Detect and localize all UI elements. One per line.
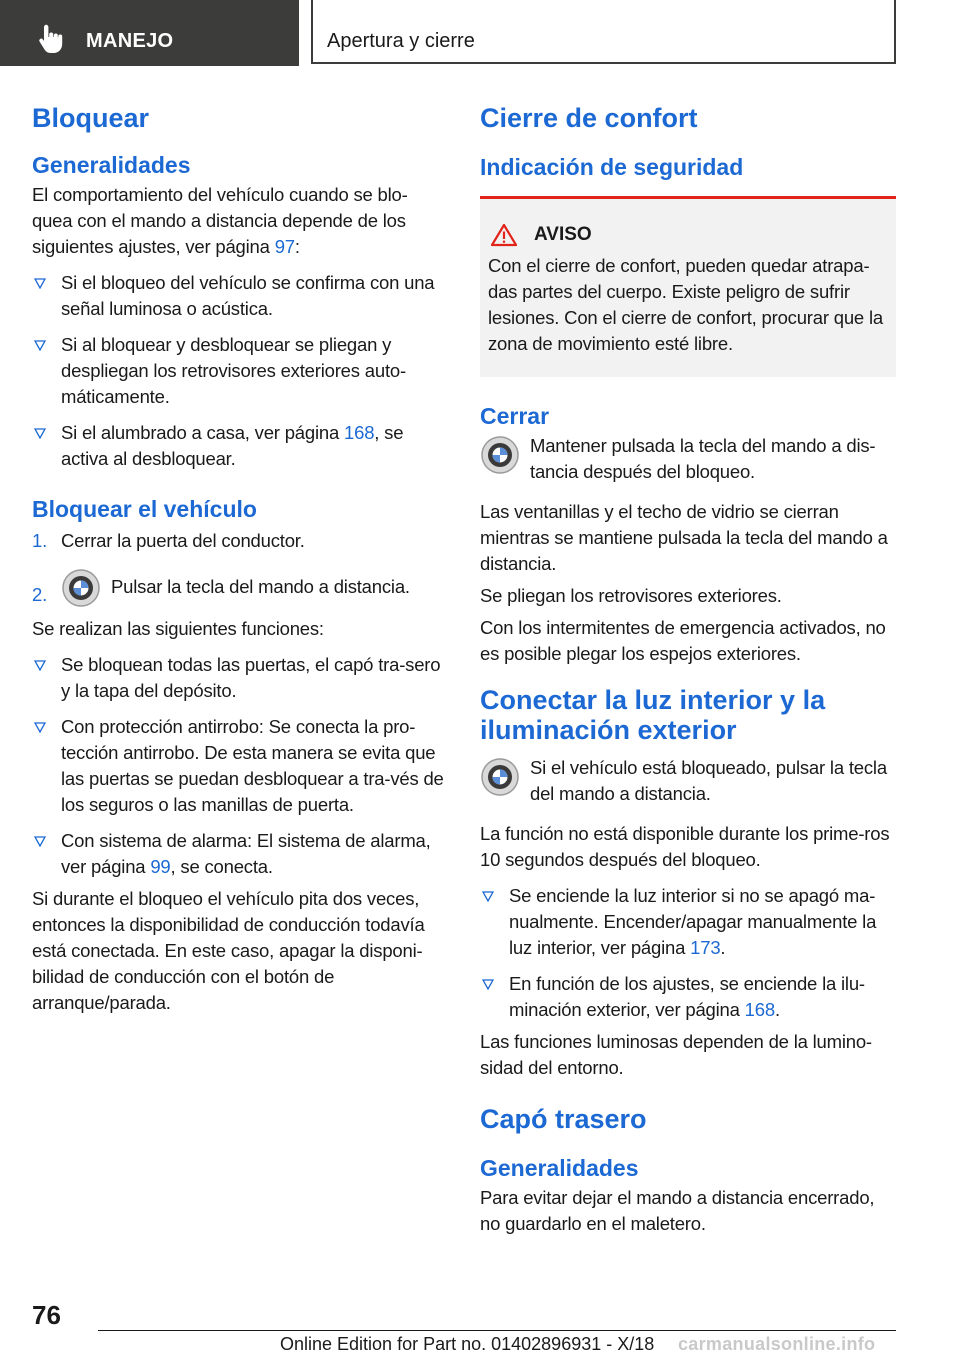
step-number: 2. (32, 584, 48, 605)
trunk-text: Para evitar dejar el mando a distancia encerrado, no guardarlo en el maletero. (480, 1187, 875, 1234)
functions-intro: Se realizan las siguientes funciones: (32, 618, 324, 639)
general-text-body: El comportamiento del vehículo cuando se blo-quea con el mando a distancia depende de los siguientes ajustes, ver página (32, 184, 408, 257)
page-header (0, 0, 960, 66)
chapter-label: MANEJO (86, 30, 174, 52)
triangle-bullet-icon (34, 278, 46, 289)
chapter-tab (0, 0, 299, 66)
page-link-168[interactable]: 168 (744, 999, 775, 1020)
general-heading: Generalidades (32, 152, 191, 178)
list-item-text: Con protección antirrobo: Se conecta la pro-tección antirrobo. De esta manera se evita que las puertas se puedan desbloquear a tra-vés de los seguros o las manillas de puerta. (61, 716, 444, 815)
lights-title: Conectar la luz interior y la iluminación exterior (480, 685, 826, 745)
bmw-key-fob-icon (61, 568, 101, 608)
triangle-bullet-icon (34, 836, 46, 847)
safety-heading: Indicación de seguridad (480, 154, 744, 180)
page-link-99[interactable]: 99 (150, 856, 171, 877)
list-item (32, 652, 447, 704)
general-text (32, 182, 447, 260)
trunk-title: Capó trasero (480, 1104, 647, 1134)
triangle-bullet-icon (34, 428, 46, 439)
list-item-text: Si al bloquear y desbloquear se pliegan y despliegan los retrovisores exteriores auto-máticamente. (61, 334, 406, 407)
list-item-text-end: . (720, 937, 726, 958)
list-item-text: Se bloquean todas las puertas, el capó tra-sero y la tapa del depósito. (61, 654, 441, 701)
warning-label: AVISO (534, 224, 592, 245)
bmw-key-fob-icon (480, 435, 520, 475)
step-text: Cerrar la puerta del conductor. (61, 530, 305, 551)
close-instruction-text: Mantener pulsada la tecla del mando a dis-tancia después del bloqueo. (530, 435, 876, 482)
triangle-bullet-icon (482, 979, 494, 990)
close-paragraph-2: Se pliegan los retrovisores exteriores. (480, 585, 782, 606)
triangle-bullet-icon (482, 891, 494, 902)
hand-pointer-icon (38, 24, 64, 54)
watermark: carmanualsonline.info (678, 1334, 876, 1354)
lights-paragraph-2: Las funciones luminosas dependen de la lumino-sidad del entorno. (480, 1031, 872, 1078)
warning-box (480, 196, 896, 377)
close-paragraph-1: Las ventanillas y el techo de vidrio se cierran mientras se mantiene pulsada la tecla del mando a distancia. (480, 501, 888, 574)
settings-list (32, 270, 447, 472)
page-link-173[interactable]: 173 (690, 937, 721, 958)
step-item (32, 568, 447, 608)
section-label: Apertura y cierre (327, 30, 475, 52)
list-item-text: Con sistema de alarma: El sistema de alarma, ver página (61, 830, 431, 877)
lock-vehicle-heading: Bloquear el vehículo (32, 496, 257, 522)
functions-list (32, 652, 447, 880)
list-item-text-end: . (774, 999, 780, 1020)
step-number: 1. (32, 530, 48, 551)
page-link-168[interactable]: 168 (344, 422, 375, 443)
page-link-97[interactable]: 97 (274, 236, 295, 257)
list-item-text-end: , se conecta. (170, 856, 273, 877)
lights-list (480, 883, 896, 1023)
edition-text: Online Edition for Part no. 01402896931 - X/18 (280, 1334, 655, 1354)
warning-text: Con el cierre de confort, pueden quedar atrapa-das partes del cuerpo. Existe peligro de sufrir lesiones. Con el cierre de confort, procurar que la zona de movimiento esté libre. (488, 255, 883, 354)
footer-divider (98, 1330, 896, 1331)
section-tab (311, 0, 896, 64)
list-item-text-end: , se activa al desbloquear. (61, 422, 404, 469)
trunk-general-heading: Generalidades (480, 1155, 639, 1181)
list-item (32, 270, 447, 322)
list-item (32, 332, 447, 410)
step-item (32, 528, 447, 554)
close-instruction (480, 433, 896, 485)
comfort-close-title: Cierre de confort (480, 103, 698, 133)
triangle-bullet-icon (34, 722, 46, 733)
general-text-end: : (294, 236, 300, 257)
list-item (32, 420, 447, 472)
left-column (32, 100, 447, 1016)
lights-paragraph-1: La función no está disponible durante los prime-ros 10 segundos después del bloqueo. (480, 823, 890, 870)
close-paragraph-3: Con los intermitentes de emergencia activados, no es posible plegar los espejos exteriores. (480, 617, 886, 664)
step-text: Pulsar la tecla del mando a distancia. (111, 575, 410, 597)
warning-triangle-icon (490, 223, 518, 247)
list-item (480, 883, 896, 961)
warning-title (490, 223, 888, 247)
list-item (32, 714, 447, 818)
page-number: 76 (32, 1300, 61, 1330)
list-item (32, 828, 447, 880)
list-item (480, 971, 896, 1023)
bmw-key-fob-icon (480, 757, 520, 797)
list-item-text: Si el alumbrado a casa, ver página (61, 422, 345, 443)
lights-instruction (480, 755, 896, 807)
steps-list (32, 528, 447, 608)
close-heading: Cerrar (480, 403, 550, 429)
list-item-text: Se enciende la luz interior si no se apagó ma-nualmente. Encender/apagar manualmente la luz interior, ver página (509, 885, 877, 958)
lock-title: Bloquear (32, 103, 150, 133)
triangle-bullet-icon (34, 340, 46, 351)
lights-instruction-text: Si el vehículo está bloqueado, pulsar la tecla del mando a distancia. (530, 757, 887, 804)
closing-text: Si durante el bloqueo el vehículo pita dos veces, entonces la disponibilidad de conducción todavía está conectada. En este caso, apagar la disponi-bilidad de conducción con el botón de arranque/parada. (32, 888, 425, 1013)
list-item-text: Si el bloqueo del vehículo se confirma con una señal luminosa o acústica. (61, 272, 435, 319)
triangle-bullet-icon (34, 660, 46, 671)
right-column (480, 100, 896, 1237)
list-item-text: En función de los ajustes, se enciende la ilu-minación exterior, ver página (509, 973, 865, 1020)
